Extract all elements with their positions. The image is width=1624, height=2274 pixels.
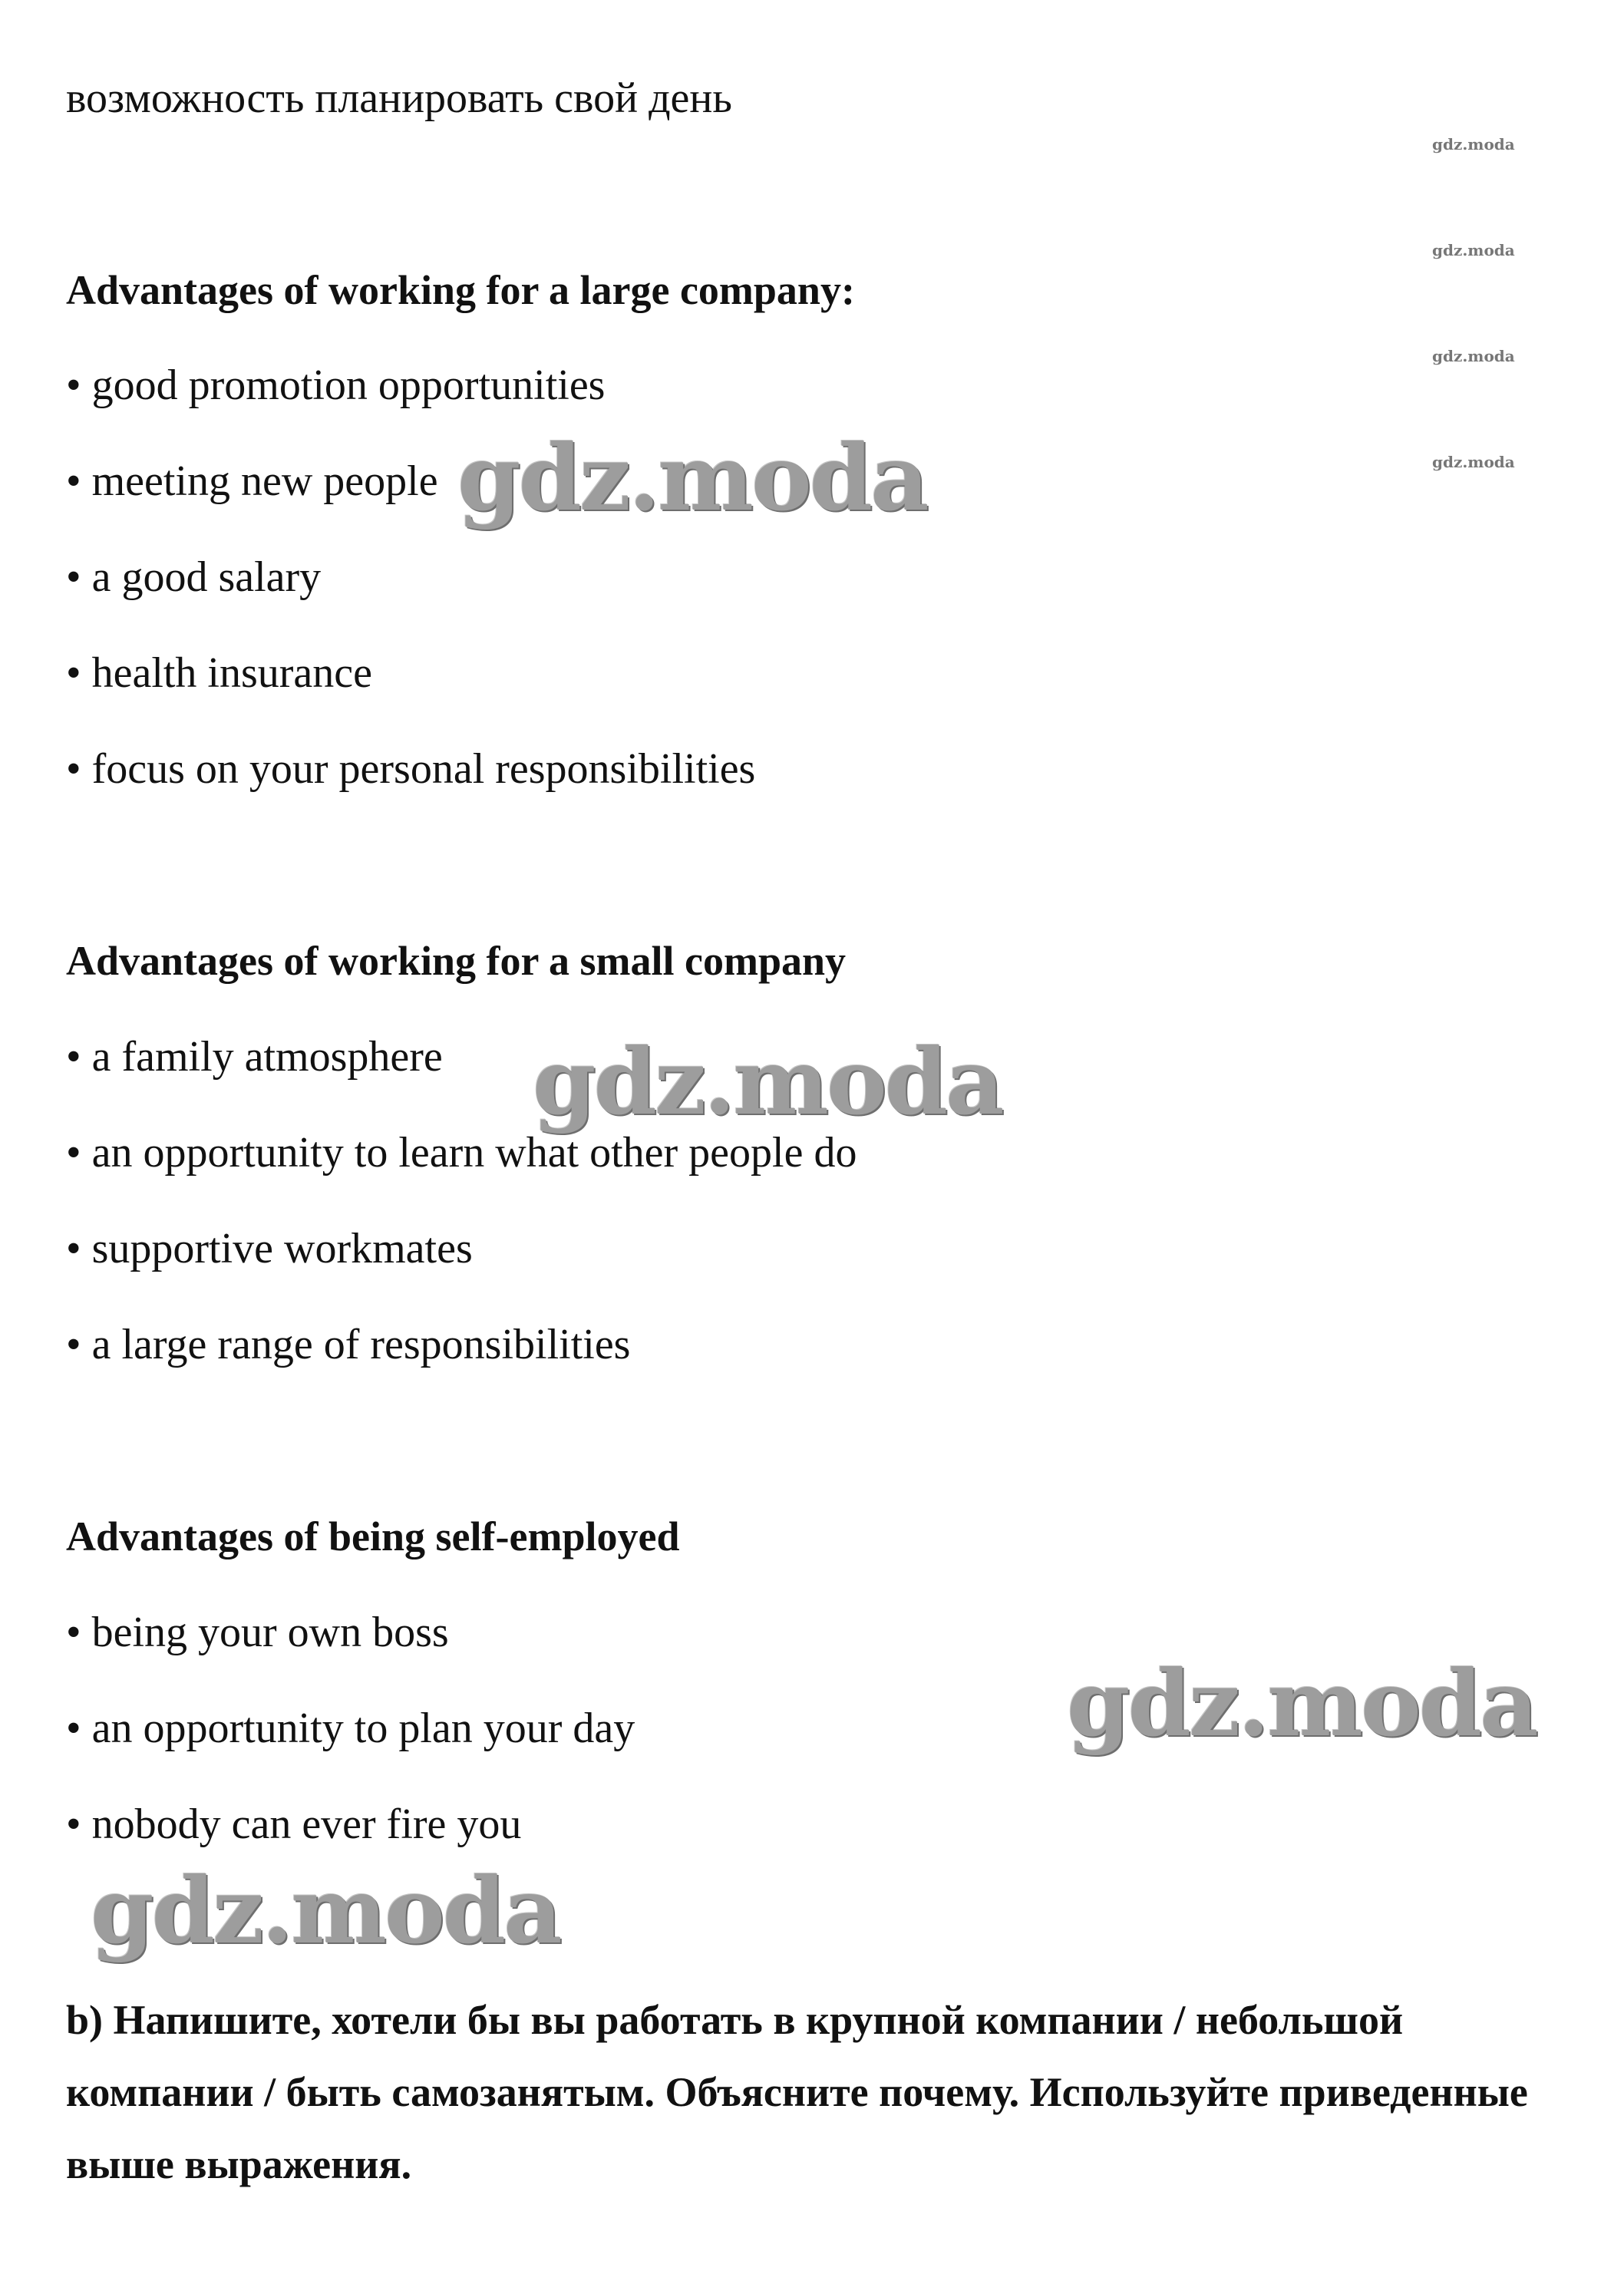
- large-item-3: • a good salary: [66, 553, 322, 601]
- task-b: b) Напишите, хотели бы вы работать в крупной компании / небольшой компании / быть самозанятым. Объясните почему. Используйте приведенные выше выражения.: [66, 1997, 1528, 2187]
- watermark: gdz.moda: [91, 1857, 560, 1964]
- self-item-3: • nobody can ever fire you: [66, 1800, 522, 1848]
- large-item-2: • meeting new people: [66, 457, 438, 505]
- top-line: возможность планировать свой день: [66, 74, 732, 122]
- watermark-small: gdz.moda: [1432, 347, 1515, 365]
- large-company-heading: Advantages of working for a large company:: [66, 267, 855, 313]
- large-item-1: • good promotion opportunities: [66, 361, 606, 409]
- watermark: gdz.moda: [457, 424, 927, 531]
- small-item-1: • a family atmosphere: [66, 1033, 443, 1081]
- watermark: gdz.moda: [533, 1028, 1002, 1135]
- self-employed-heading: Advantages of being self-employed: [66, 1513, 680, 1559]
- small-item-3: • supportive workmates: [66, 1225, 473, 1272]
- small-item-4: • a large range of responsibilities: [66, 1321, 631, 1368]
- watermark-small: gdz.moda: [1432, 453, 1515, 471]
- watermark-small: gdz.moda: [1432, 135, 1515, 153]
- large-item-4: • health insurance: [66, 649, 372, 697]
- small-item-2: • an opportunity to learn what other people do: [66, 1129, 857, 1177]
- small-company-heading: Advantages of working for a small company: [66, 938, 847, 984]
- self-item-1: • being your own boss: [66, 1609, 449, 1656]
- watermark-small: gdz.moda: [1432, 241, 1515, 259]
- self-item-2: • an opportunity to plan your day: [66, 1705, 635, 1752]
- large-item-5: • focus on your personal responsibilities: [66, 745, 756, 793]
- watermark: gdz.moda: [1067, 1650, 1537, 1757]
